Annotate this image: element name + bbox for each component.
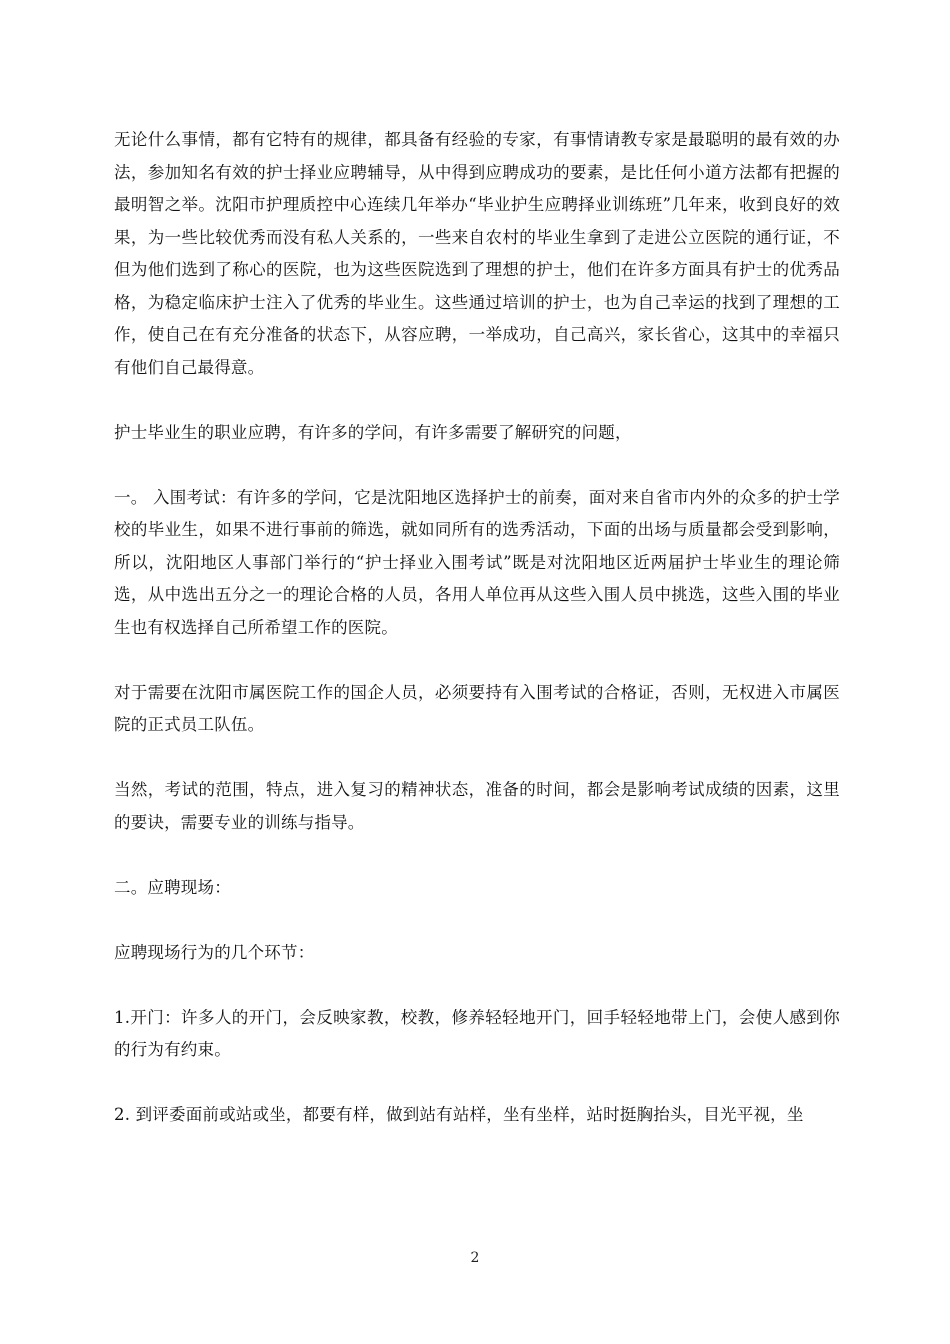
section-heading-two: 二。应聘现场： — [114, 877, 231, 897]
list-item-open-door: 1.开门：许多人的开门，会反映家教，校教，修养轻轻地开门，回手轻轻地带上门，会使人感到你的行为有约束。 — [114, 1007, 840, 1059]
paragraph-gap — [114, 839, 840, 872]
paragraph-requirement: 对于需要在沈阳市属医院工作的国企人员，必须要持有入围考试的合格证，否则，无权进入市属医院的正式员工队伍。 — [114, 682, 840, 734]
paragraph-gap — [114, 969, 840, 1002]
list-item-posture: 2. 到评委面前或站或坐，都要有样，做到站有站样，坐有坐样，站时挺胸抬头，目光平视，坐 — [114, 1105, 804, 1124]
paragraph-gap — [114, 742, 840, 775]
paragraph-overview: 护士毕业生的职业应聘，有许多的学问，有许多需要了解研究的问题， — [114, 422, 632, 442]
paragraph-exam-factors: 当然，考试的范围，特点，进入复习的精神状态，准备的时间，都会是影响考试成绩的因素，这里的要诀，需要专业的训练与指导。 — [114, 780, 840, 832]
paragraph-gap — [114, 904, 840, 937]
paragraph-gap — [114, 1067, 840, 1100]
document-body — [114, 124, 840, 1132]
paragraph-intro: 无论什么事情，都有它特有的规律，都具备有经验的专家，有事情请教专家是最聪明的最有效的办法，参加知名有效的护士择业应聘辅导，从中得到应聘成功的要素，是比任何小道方法都有把握的最明智之举。沈阳市护理质控中心连续几年举办“毕业护生应聘择业训练班”几年来，收到良好的效果，为一些比较优秀而没有私人关系的，一些来自农村的毕业生拿到了走进公立医院的通行证，不但为他们选到了称心的医院，也为这些医院选到了理想的护士，他们在许多方面具有护士的优秀品格，为稳定临床护士注入了优秀的毕业生。这些通过培训的护士，也为自己幸运的找到了理想的工作，使自己在有充分准备的状态下，从容应聘，一举成功，自己高兴，家长省心，这其中的幸福只有他们自己最得意。 — [114, 130, 840, 377]
paragraph-steps-intro: 应聘现场行为的几个环节： — [114, 942, 315, 962]
paragraph-gap — [114, 384, 840, 417]
paragraph-section-one: 一。 入围考试：有许多的学问，它是沈阳地区选择护士的前奏，面对来自省市内外的众多的护士学校的毕业生，如果不进行事前的筛选，就如同所有的选秀活动，下面的出场与质量都会受到影响，所以，沈阳地区人事部门举行的“护士择业入围考试”既是对沈阳地区近两届护士毕业生的理论筛选，从中选出五分之一的理论合格的人员，各用人单位再从这些入围人员中挑选，这些入围的毕业生也有权选择自己所希望工作的医院。 — [114, 487, 840, 637]
page-number: 2 — [470, 1250, 480, 1266]
paragraph-gap — [114, 449, 840, 482]
paragraph-gap — [114, 644, 840, 677]
